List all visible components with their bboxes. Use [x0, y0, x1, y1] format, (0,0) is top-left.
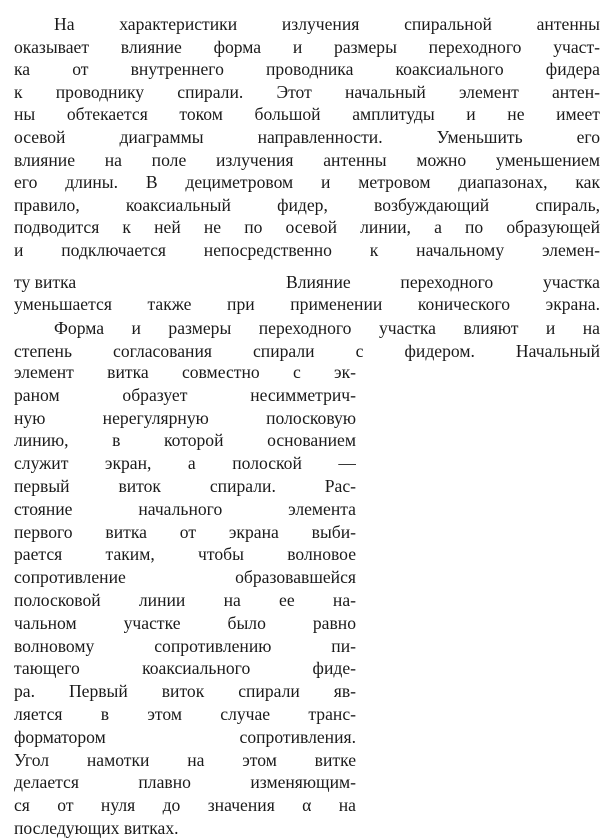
paragraph1-line: правило, коаксиальный фидер, возбуждающий спираль, — [14, 194, 600, 215]
paragraph2-narrow-line: ляется в этом случае транс- — [14, 704, 356, 724]
paragraph2-narrow-line: форматором сопротивления. — [14, 726, 356, 747]
paragraph2-narrow-line: последующих витках. — [14, 818, 179, 838]
paragraph2-narrow-line: рается таким, чтобы волновое — [14, 544, 356, 565]
paragraph2-narrow-line: ра. Первый виток спирали яв- — [14, 681, 356, 702]
paragraph2-narrow-line: Угол намотки на этом витке — [14, 749, 356, 770]
paragraph2-narrow-line: служит экран, а полоской — — [14, 453, 356, 474]
paragraph1-line: ка от внутреннего проводника коаксиального фидера — [14, 59, 600, 80]
paragraph1-line: и подключается непосредственно к начальному элемен- — [14, 240, 600, 260]
paragraph2-narrow-line: первого витка от экрана выби- — [14, 521, 356, 542]
paragraph2-narrow-line: стояние начального элемента — [14, 498, 356, 519]
paragraph1-line: оказывает влияние форма и размеры переходного участ- — [14, 36, 600, 57]
paragraph1-line: к проводнику спирали. Этот начальный элемент антен- — [14, 81, 600, 102]
paragraph2-narrow-line: сопротивление образовавшейся — [14, 567, 356, 588]
paragraph2-narrow-line: раном образует несимметрич- — [14, 384, 356, 405]
split-line-left: ту витка — [14, 272, 77, 292]
paragraph2-narrow-line: первый виток спирали. Рас- — [14, 476, 356, 496]
paragraph2-narrow-line: ся от нуля до значения α на — [14, 795, 356, 816]
paragraph2-narrow-line: линию, в которой основанием — [14, 430, 356, 451]
paragraph2-narrow-line: волновому сопротивлению пи- — [14, 635, 356, 656]
paragraph1-line: осевой диаграммы направленности. Уменьшить его — [14, 127, 600, 147]
paragraph2-line: степень согласования спирали с фидером. Начальный — [14, 340, 600, 361]
paragraph2-narrow-line: полосковой линии на ее на- — [14, 590, 356, 610]
paragraph2-narrow-line: ную нерегулярную полосковую — [14, 407, 356, 428]
paragraph1-line: подводится к ней не по осевой линии, а по образующей — [14, 217, 600, 238]
paragraph2-narrow-line: элемент витка совместно с эк- — [14, 362, 356, 382]
paragraph2-line: Форма и размеры переходного участка влияют и на — [54, 318, 600, 338]
paragraph1-line: его длины. В дециметровом и метровом диапазонах, как — [14, 172, 600, 193]
paragraph2-narrow-line: чальном участке было равно — [14, 612, 356, 633]
paragraph1-final-line: уменьшается также при применении конического экрана. — [14, 294, 600, 314]
paragraph1-line: ны обтекается током большой амплитуды и не имеет — [14, 104, 600, 125]
paragraph2-narrow-line: тающего коаксиального фиде- — [14, 658, 356, 679]
paragraph1-line: влияние на поле излучения антенны можно уменьшением — [14, 149, 600, 170]
paragraph2-narrow-line: делается плавно изменяющим- — [14, 772, 356, 793]
paragraph1-line: На характеристики излучения спиральной антенны — [54, 14, 600, 34]
split-line-right: Влияние переходного участка — [286, 272, 600, 292]
